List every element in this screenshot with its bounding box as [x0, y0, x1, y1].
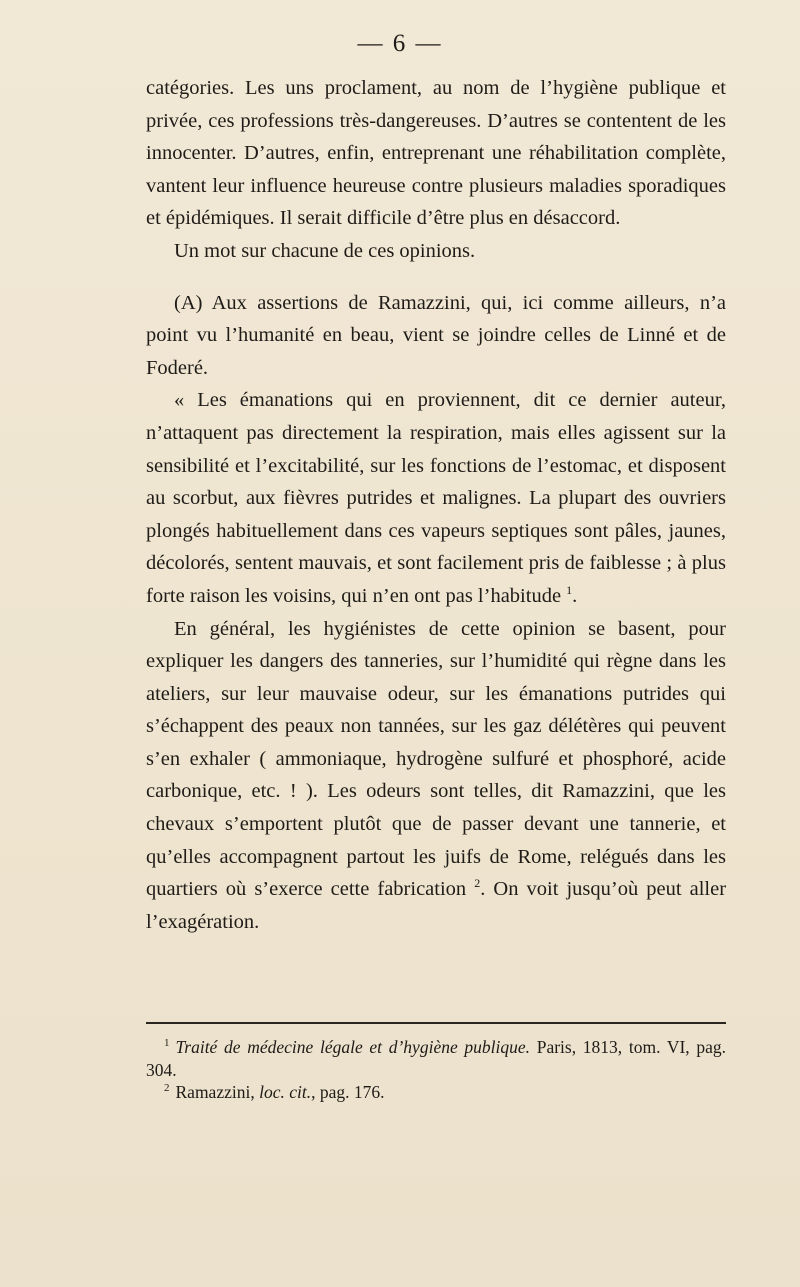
paragraph-fodere-quote [146, 384, 726, 612]
footnote-separator [146, 1022, 726, 1024]
page-number-header: — 6 — [357, 30, 443, 57]
footnote-1 [146, 1036, 726, 1081]
footnote-1-number: 1 [164, 1037, 170, 1049]
footnote-ref-2: 2 [474, 876, 481, 891]
footnote-2-details: , pag. 176. [311, 1082, 385, 1102]
main-text [146, 72, 726, 938]
footnotes [146, 1036, 726, 1104]
footnote-2-title: loc. cit. [259, 1082, 312, 1102]
paragraph-un-mot: Un mot sur chacune de ces opinions. [174, 239, 476, 262]
paragraph-en-general [146, 613, 726, 939]
footnote-2-number: 2 [164, 1082, 170, 1094]
footnote-2-author: Ramazzini, [175, 1082, 260, 1102]
footnote-ref-1: 1 [566, 582, 573, 597]
paragraph-aux-assertions: (A) Aux assertions de Ramazzini, qui, ici comme ailleurs, n’a point vu l’humanité en beau, vient se joindre celles de Linné et de Foderé. [146, 291, 726, 379]
quote-end-punct: . [572, 584, 578, 607]
footnote-2 [146, 1081, 726, 1104]
footnote-1-details: Paris, 1813, tom. VI, pag. 304. [146, 1037, 726, 1080]
paragraph-categories: catégories. Les uns proclament, au nom de l’hygiène publique et privée, ces professions très-dangereuses. D’autres se contentent de les innocenter. D’autres, enfin, entreprenant une réhabilitation complète, vantent leur influence heureuse contre plusieurs maladies sporadiques et épidémiques. Il serait difficile d’être plus en désaccord. [146, 77, 726, 230]
ref2-punct: . [480, 878, 494, 901]
footnote-1-title: Traité de médecine légale et d’hygiène publique. [175, 1037, 531, 1057]
fodere-quote-text: « Les émanations qui en proviennent, dit ce dernier auteur, n’attaquent pas directement la respiration, mais elles agissent sur la sensibilité et l’excitabilité, sur les fonctions de l’estomac, et disposent au scorbut, aux fièvres putrides et malignes. La plupart des ouvriers plongés habituellement dans ces vapeurs septiques sont pâles, jaunes, décolorés, sentent mauvais, et sont facilement pris de faiblesse ; à plus forte raison les voisins, qui n’en ont pas l’habitude [146, 389, 726, 607]
en-general-text: En général, les hygiénistes de cette opinion se basent, pour expliquer les dangers des tanneries, sur l’humidité qui règne dans les ateliers, sur leur mauvaise odeur, sur les émanations putrides qui s’échappent des peaux non tannées, sur les gaz délétères qui peuvent s’en exhaler ( ammoniaque, hydrogène sulfuré et phosphoré, acide carbonique, etc. ! ). Les odeurs sont telles, dit Ramazzini, que les chevaux s’emportent plutôt que de passer devant une tannerie, et qu’elles accompagnent partout les juifs de Rome, relégués dans les quartiers où s’exerce cette fabrication [146, 617, 726, 901]
exaggeration-sentence: On voit jusqu’où peut aller l’exagération. [146, 878, 727, 933]
